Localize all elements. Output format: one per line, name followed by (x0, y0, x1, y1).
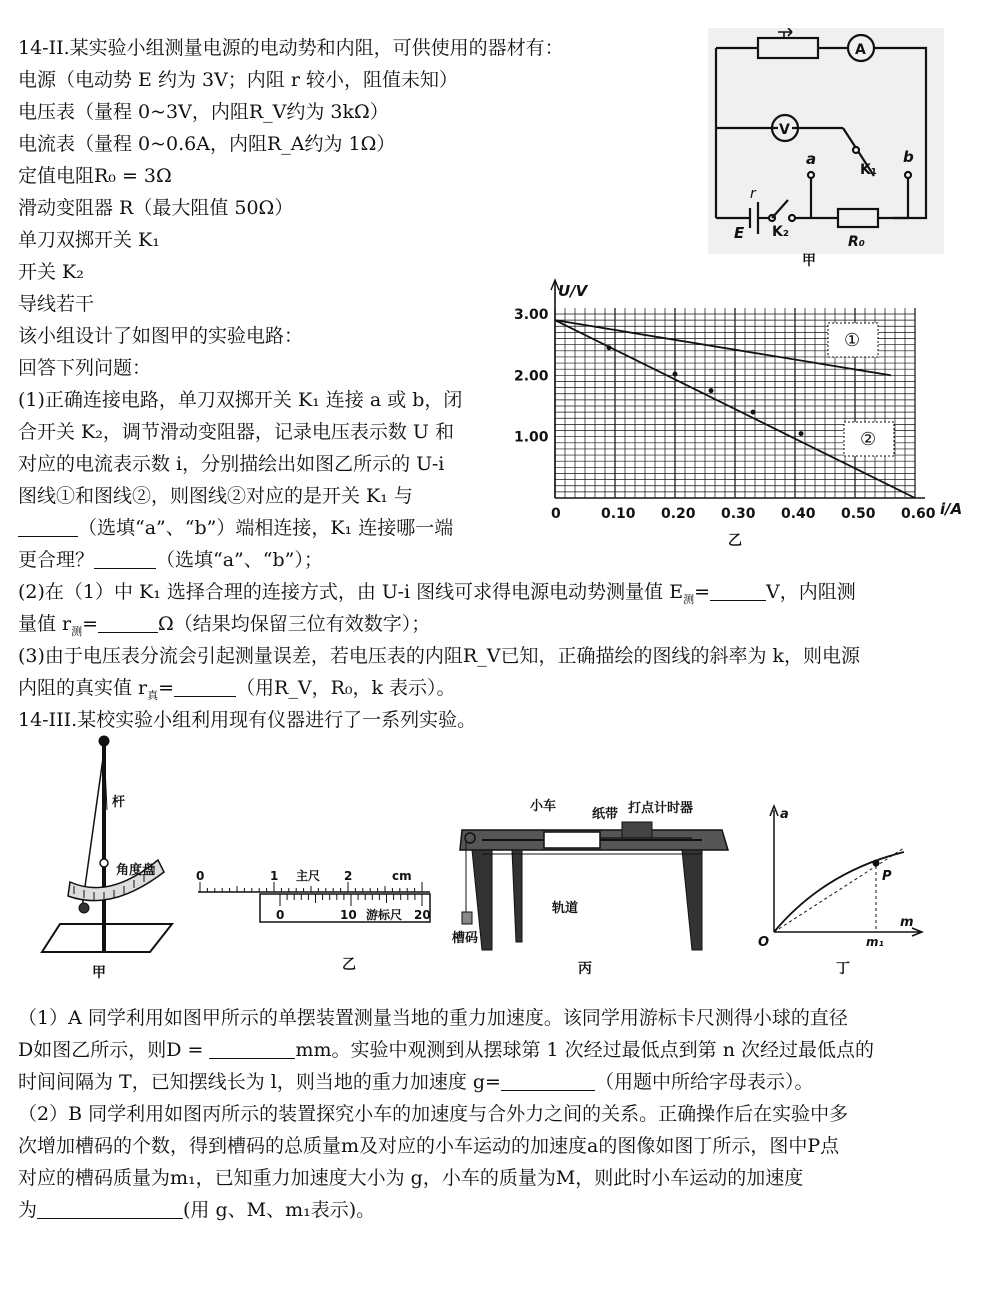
timer-label: 打点计时器 (628, 801, 694, 816)
material-source: 电源（电动势 E 约为 3V；内阻 r 较小，阻值未知） (18, 69, 458, 91)
data-point (607, 345, 612, 350)
blank-emf[interactable] (710, 582, 766, 601)
material-ammeter: 电流表（量程 0~0.6A，内阻R_A约为 1Ω） (18, 133, 396, 155)
circuit-figure (708, 28, 944, 254)
switch-k2 (772, 200, 788, 218)
blank-diameter[interactable] (209, 1040, 295, 1059)
ui-chart (510, 276, 980, 526)
rod-label: 杆 (112, 795, 126, 810)
q1-line1: (1)正确连接电路，单刀双掷开关 K₁ 连接 a 或 b，闭 (18, 389, 463, 411)
table-caption: 丙 (578, 961, 592, 977)
q14-3-title: 14-III.某校实验小组利用现有仪器进行了一系列实验。 (18, 709, 477, 731)
weight (462, 912, 472, 924)
caliper-caption: 乙 (342, 957, 356, 973)
y-tick-label: 3.00 (514, 307, 549, 323)
circuit-caption: 甲 (802, 253, 816, 269)
m-axis-label: m (900, 915, 914, 930)
a-axis-label: a (780, 807, 789, 822)
data-point (751, 410, 756, 415)
blank-acceleration[interactable] (37, 1200, 183, 1219)
q1-line6: 更合理？ （选填“a”、“b”）； (18, 549, 323, 571)
p3-q2-line2: 次增加槽码的个数，得到槽码的总质量m及对应的小车运动的加速度a的图像如图丁所示，图中P点 (18, 1135, 840, 1157)
p3-q1-line1: （1）A 同学利用如图甲所示的单摆装置测量当地的重力加速度。该同学用游标卡尺测得小球的直径 (18, 1007, 848, 1029)
main-tick-0: 0 (196, 869, 205, 883)
q1-line4: 图线①和图线②，则图线②对应的是开关 K₁ 与 (18, 485, 413, 507)
cart-label: 小车 (530, 799, 557, 814)
x-tick-label: 0.30 (721, 506, 756, 522)
voltmeter-label: V (779, 122, 790, 138)
cart (544, 832, 600, 848)
rheostat (758, 38, 818, 58)
a-label: a (806, 150, 817, 168)
material-rheostat: 滑动变阻器 R（最大阻值 50Ω） (18, 197, 294, 219)
data-point (673, 372, 678, 377)
chart-caption: 乙 (728, 533, 742, 549)
p3-q2-line3: 对应的槽码质量为m₁，已知重力加速度大小为 g，小车的质量为M，则此时小车运动的加速度 (18, 1167, 804, 1189)
y-tick-label: 1.00 (514, 429, 549, 446)
answer-intro: 回答下列问题： (18, 357, 152, 379)
main-scale-label: 主尺 (296, 869, 321, 883)
timer (622, 822, 652, 838)
series2-label: ② (860, 429, 877, 450)
pendulum-caption: 甲 (92, 965, 106, 981)
vernier-tick-0: 0 (276, 908, 285, 922)
data-point (709, 388, 714, 393)
resistor-r0 (838, 209, 878, 227)
blank-q1b[interactable] (94, 550, 156, 569)
blank-g[interactable] (501, 1072, 595, 1091)
table-figure (452, 792, 732, 962)
x-tick-label: 0.20 (661, 506, 696, 522)
design-line: 该小组设计了如图甲的实验电路： (18, 325, 304, 347)
material-voltmeter: 电压表（量程 0~3V，内阻R_V约为 3kΩ） (18, 101, 389, 123)
p3-q2-line4: 为 (用 g、M、m₁表示)。 (18, 1199, 376, 1221)
main-tick-2: 2 (344, 869, 353, 883)
q3-line1: (3)由于电压表分流会引起测量误差，若电压表的内阻R_V已知，正确描绘的图线的斜率为 k，则电源 (18, 645, 860, 667)
data-point (799, 431, 804, 436)
pendulum-figure (40, 730, 190, 980)
series1-label: ① (844, 330, 861, 351)
r-label: r (750, 186, 756, 202)
x-tick-label: 0.50 (841, 506, 876, 522)
p-label: P (882, 869, 892, 884)
p3-q1-line3: 时间间隔为 T，已知摆线长为 l，则当地的重力加速度 g= （用题中所给字母表示）。 (18, 1071, 814, 1093)
weight-label: 槽码 (452, 931, 479, 946)
x-tick-label: 0.10 (601, 506, 636, 522)
material-r0: 定值电阻R₀ = 3Ω (18, 165, 172, 187)
q2-line2: 量值 $r_测= \Omega$（结果均保留三位有效数字）； (18, 613, 431, 638)
k2-label: K₂ (772, 224, 789, 240)
q3-line2: 内阻的真实值 $r_真=$ （用R_V，R₀，k 表示）。 (18, 677, 456, 702)
ylabel: U/V (558, 282, 588, 300)
circuit-wire-voltmeter (792, 128, 856, 148)
k1-label: K₁ (860, 162, 877, 178)
material-wire: 导线若干 (18, 293, 95, 315)
xlabel: i/A (940, 500, 963, 518)
track-label: 轨道 (552, 901, 579, 916)
x-tick-label: 0.60 (901, 506, 936, 522)
vernier-tick-10: 10 (340, 908, 357, 922)
y-tick-label: 2.00 (514, 368, 549, 385)
origin-label: O (758, 935, 770, 950)
blank-r-true[interactable] (174, 678, 236, 697)
vernier-label: 游标尺 (366, 908, 403, 922)
q2-line1: (2)在（1）中 K₁ 选择合理的连接方式，由 U-i 图线可求得电源电动势测量值 $E_测= V$，内阻测 (18, 581, 856, 606)
curve (774, 852, 904, 932)
b-label: b (903, 148, 914, 166)
vernier-tick-20: 20 (414, 908, 431, 922)
x-tick-label: 0.40 (781, 506, 816, 522)
p3-q1-line2: D如图乙所示，则D = mm。实验中观测到从摆球第 1 次经过最低点到第 n 次经过最低点的 (18, 1039, 875, 1061)
emf-label: E (734, 224, 745, 242)
r0-label: R₀ (848, 234, 865, 250)
graph-caption: 丁 (836, 961, 850, 977)
main-tick-1: 1 (270, 869, 279, 883)
x-tick-label: 0 (551, 506, 561, 522)
caliper-figure (190, 864, 440, 944)
material-k1: 单刀双掷开关 K₁ (18, 229, 160, 251)
dial-label: 角度盘 (116, 863, 156, 878)
blank-q1a[interactable] (18, 518, 78, 537)
battery-icon (750, 202, 758, 234)
circuit-wire-left (716, 48, 778, 218)
q1-line3: 对应的电流表示数 i，分别描绘出如图乙所示的 U-i (18, 453, 445, 475)
q1-line5: （选填“a”、“b”）端相连接，K₁ 连接哪一端 (18, 516, 453, 540)
unit-label: cm (392, 869, 412, 883)
m1-label: m₁ (866, 935, 884, 949)
material-k2: 开关 K₂ (18, 261, 84, 283)
ammeter-label: A (855, 42, 866, 58)
p3-q2-line1: （2）B 同学利用如图丙所示的装置探究小车的加速度与合外力之间的关系。正确操作后在实验中多 (18, 1103, 849, 1125)
q1-line2: 合开关 K₂，调节滑动变阻器，记录电压表示数 U 和 (18, 421, 454, 443)
tape-label: 纸带 (592, 807, 619, 822)
acceleration-graph (754, 800, 934, 950)
blank-r[interactable] (98, 614, 158, 633)
q14-2-title: 14-II.某实验小组测量电源的电动势和内阻，可供使用的器材有： (18, 37, 564, 59)
